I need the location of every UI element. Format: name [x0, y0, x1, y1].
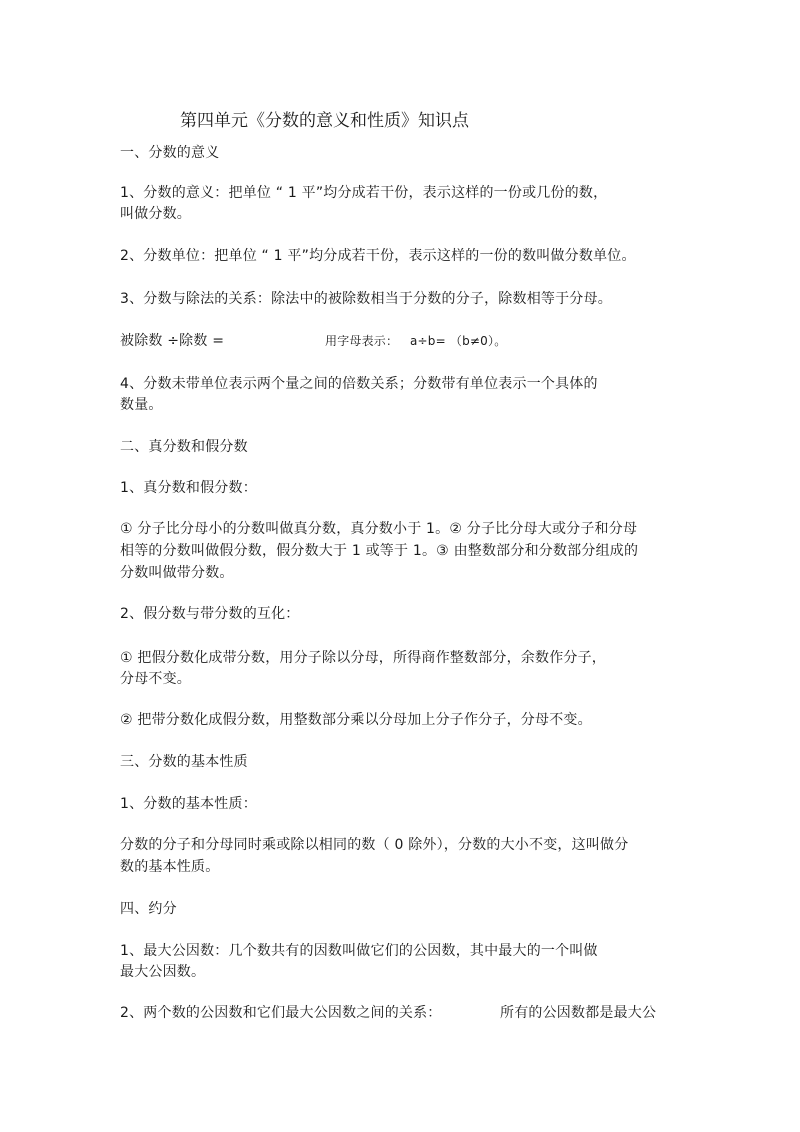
paragraph-line: 1、最大公因数：几个数共有的因数叫做它们的公因数，其中最大的一个叫做: [120, 943, 598, 959]
paragraph-line: 1、分数的基本性质：: [120, 796, 257, 812]
section-heading: 一、分数的意义: [120, 145, 220, 161]
paragraph-line: ② 把带分数化成假分数，用整数部分乘以分母加上分子作分子，分母不变。: [120, 712, 592, 728]
paragraph-line: ① 把假分数化成带分数，用分子除以分母，所得商作整数部分，余数作分子，: [120, 650, 606, 666]
paragraph-line: 所有的公因数都是最大公: [500, 1005, 657, 1021]
section-heading: 二、真分数和假分数: [120, 439, 248, 455]
paragraph-line: 2、两个数的公因数和它们最大公因数之间的关系：: [120, 1005, 442, 1021]
formula-left: 被除数 ÷除数 =: [120, 333, 225, 349]
paragraph-line: 分母不变。: [120, 671, 191, 687]
section-heading: 四、约分: [120, 901, 177, 917]
paragraph-line: 1、分数的意义：把单位 “ 1 平”均分成若干份，表示这样的一份或几份的数，: [120, 185, 608, 201]
paragraph-line: 叫做分数。: [120, 206, 191, 222]
paragraph-line: 最大公因数。: [120, 964, 206, 980]
paragraph-line: 分数的分子和分母同时乘或除以相同的数（ 0 除外），分数的大小不变，这叫做分: [120, 837, 629, 853]
paragraph-line: 数的基本性质。: [120, 859, 220, 875]
paragraph-line: 2、假分数与带分数的互化：: [120, 606, 300, 622]
formula-label: 用字母表示：: [325, 334, 399, 348]
paragraph-line: 数量。: [120, 397, 163, 413]
paragraph-line: 分数叫做带分数。: [120, 565, 234, 581]
paragraph-line: 1、真分数和假分数：: [120, 480, 257, 496]
paragraph-line: 相等的分数叫做假分数，假分数大于 1 或等于 1。③ 由整数部分和分数部分组成的: [120, 543, 639, 559]
paragraph-line: 3、分数与除法的关系：除法中的被除数相当于分数的分子，除数相等于分母。: [120, 291, 612, 307]
paragraph-line: ① 分子比分母小的分数叫做真分数，真分数小于 1。② 分子比分母大或分子和分母: [120, 521, 638, 537]
section-heading: 三、分数的基本性质: [120, 754, 248, 770]
page-title: 第四单元《分数的意义和性质》知识点: [180, 111, 469, 131]
formula-right: a÷b= （b≠0）。: [410, 334, 507, 348]
paragraph-line: 4、分数未带单位表示两个量之间的倍数关系；分数带有单位表示一个具体的: [120, 376, 598, 392]
paragraph-line: 2、分数单位：把单位 “ 1 平”均分成若干份，表示这样的一份的数叫做分数单位。: [120, 248, 636, 264]
